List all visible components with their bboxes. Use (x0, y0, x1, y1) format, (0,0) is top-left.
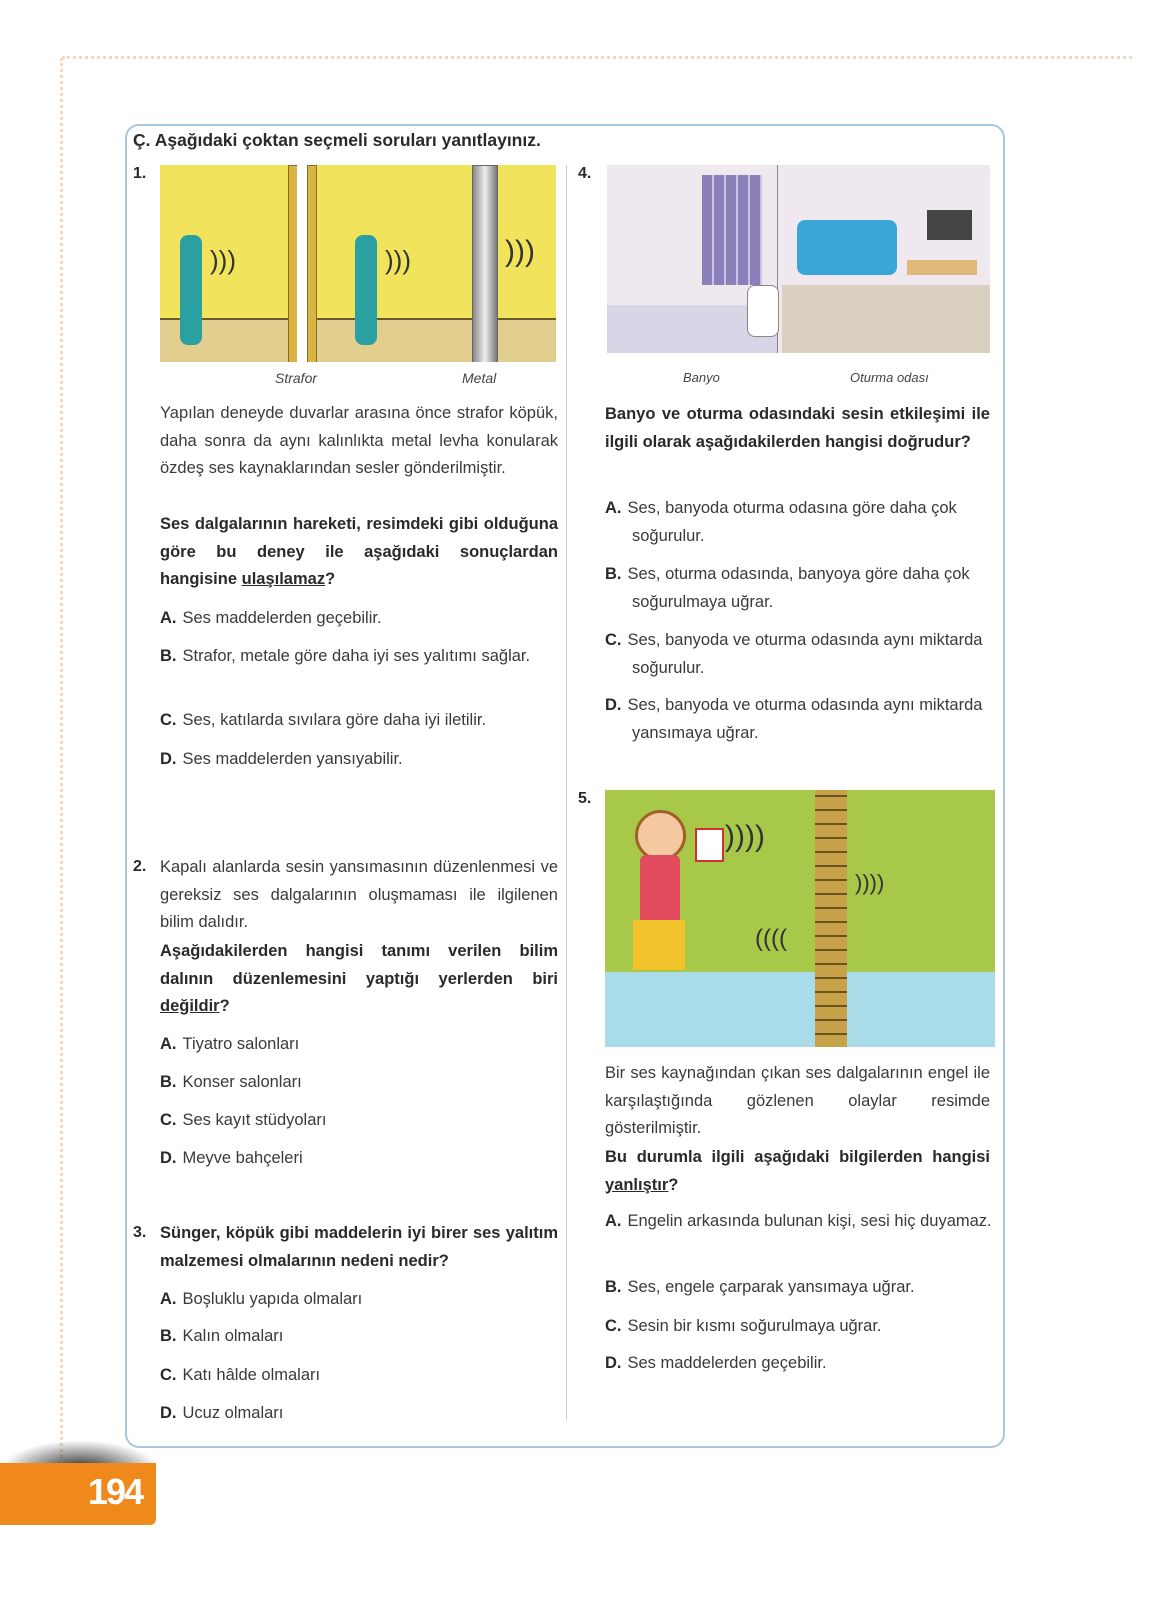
option-d[interactable]: D. Ses, banyoda ve oturma odasında aynı miktarda yansımaya uğrar. (605, 696, 983, 742)
question-text: Kapalı alanlarda sesin yansımasının düzenlenmesi ve gereksiz ses dalgalarının oluşmaması ile ilgilenen bilim dalıdır. (160, 858, 558, 931)
option-d[interactable]: D. Ses maddelerden geçebilir. (605, 1354, 827, 1372)
question-prompt: Ses dalgalarının hareketi, resimdeki gibi olduğuna göre bu deney ile aşağıdaki sonuçlardan hangisine ulaşılamaz? (160, 515, 558, 588)
option-c[interactable]: C. Ses, banyoda ve oturma odasında aynı miktarda soğurulur. (605, 631, 983, 677)
decorative-dotted-border-top (62, 56, 1132, 59)
column-divider (566, 165, 567, 1420)
caption-strafor: Strafor (275, 370, 318, 386)
caption-metal: Metal (462, 370, 497, 386)
option-a[interactable]: A. Boşluklu yapıda olmaları (160, 1290, 363, 1308)
question-prompt: Sünger, köpük gibi maddelerin iyi birer ses yalıtım malzemesi olmalarının nedeni nedir? (160, 1224, 558, 1270)
option-a[interactable]: A. Engelin arkasında bulunan kişi, sesi hiç duyamaz. (605, 1212, 992, 1230)
option-b[interactable]: B. Konser salonları (160, 1073, 302, 1091)
option-c[interactable]: C. Ses, katılarda sıvılara göre daha iyi iletilir. (160, 711, 487, 729)
boy-figure (355, 235, 377, 345)
caption-oturma-odasi: Oturma odası (850, 370, 929, 385)
question-number: 3. (133, 1224, 147, 1241)
section-title: Ç. Aşağıdaki çoktan seçmeli soruları yanıtlayınız. (133, 130, 541, 150)
caption-banyo: Banyo (683, 370, 720, 385)
option-a[interactable]: A. Ses, banyoda oturma odasına göre daha çok soğurulur. (605, 499, 957, 545)
question-number: 4. (578, 165, 592, 182)
question-text: Bir ses kaynağından çıkan ses dalgalarının engel ile karşılaştığında gözlenen olaylar resimde gösterilmiştir. (605, 1064, 990, 1137)
decorative-dotted-border-left (60, 58, 63, 1458)
question-prompt: Aşağıdakilerden hangisi tanımı verilen bilim dalının düzenlemesini yaptığı yerlerden biri değildir? (160, 942, 558, 1015)
option-d[interactable]: D. Meyve bahçeleri (160, 1149, 303, 1167)
option-a[interactable]: A. Tiyatro salonları (160, 1035, 300, 1053)
option-c[interactable]: C. Ses kayıt stüdyoları (160, 1111, 327, 1129)
question-prompt: Bu durumla ilgili aşağıdaki bilgilerden hangisi yanlıştır? (605, 1148, 990, 1194)
boy-figure (180, 235, 202, 345)
option-d[interactable]: D. Ses maddelerden yansıyabilir. (160, 750, 403, 768)
option-a[interactable]: A. Ses maddelerden geçebilir. (160, 609, 382, 627)
question-prompt: Banyo ve oturma odasındaki sesin etkileşimi ile ilgili olarak aşağıdakilerden hangisi doğrudur? (605, 405, 990, 451)
option-d[interactable]: D. Ucuz olmaları (160, 1404, 284, 1422)
illustration-girl-megaphone-wall: )))) )))) (((( (605, 790, 995, 1047)
page-number: 194 (87, 1471, 142, 1512)
question-number: 1. (133, 165, 147, 182)
option-b[interactable]: B. Kalın olmaları (160, 1327, 284, 1345)
question-text: Yapılan deneyde duvarlar arasına önce strafor köpük, daha sonra da aynı kalınlıkta metal levha konularak özdeş ses kaynaklarından sesler gönderilmiştir. (160, 404, 558, 477)
option-b[interactable]: B. Strafor, metale göre daha iyi ses yalıtımı sağlar. (160, 647, 531, 665)
option-c[interactable]: C. Katı hâlde olmaları (160, 1366, 321, 1384)
illustration-bathroom-living-room (607, 165, 990, 353)
question-number: 2. (133, 858, 147, 875)
option-b[interactable]: B. Ses, engele çarparak yansımaya uğrar. (605, 1278, 915, 1296)
option-b[interactable]: B. Ses, oturma odasında, banyoya göre daha çok soğurulmaya uğrar. (605, 565, 970, 611)
illustration-strafor-metal-experiment: ))) ))) ))) (160, 165, 556, 362)
page-number-tab (0, 1463, 156, 1525)
question-number: 5. (578, 790, 592, 807)
option-c[interactable]: C. Sesin bir kısmı soğurulmaya uğrar. (605, 1317, 882, 1335)
